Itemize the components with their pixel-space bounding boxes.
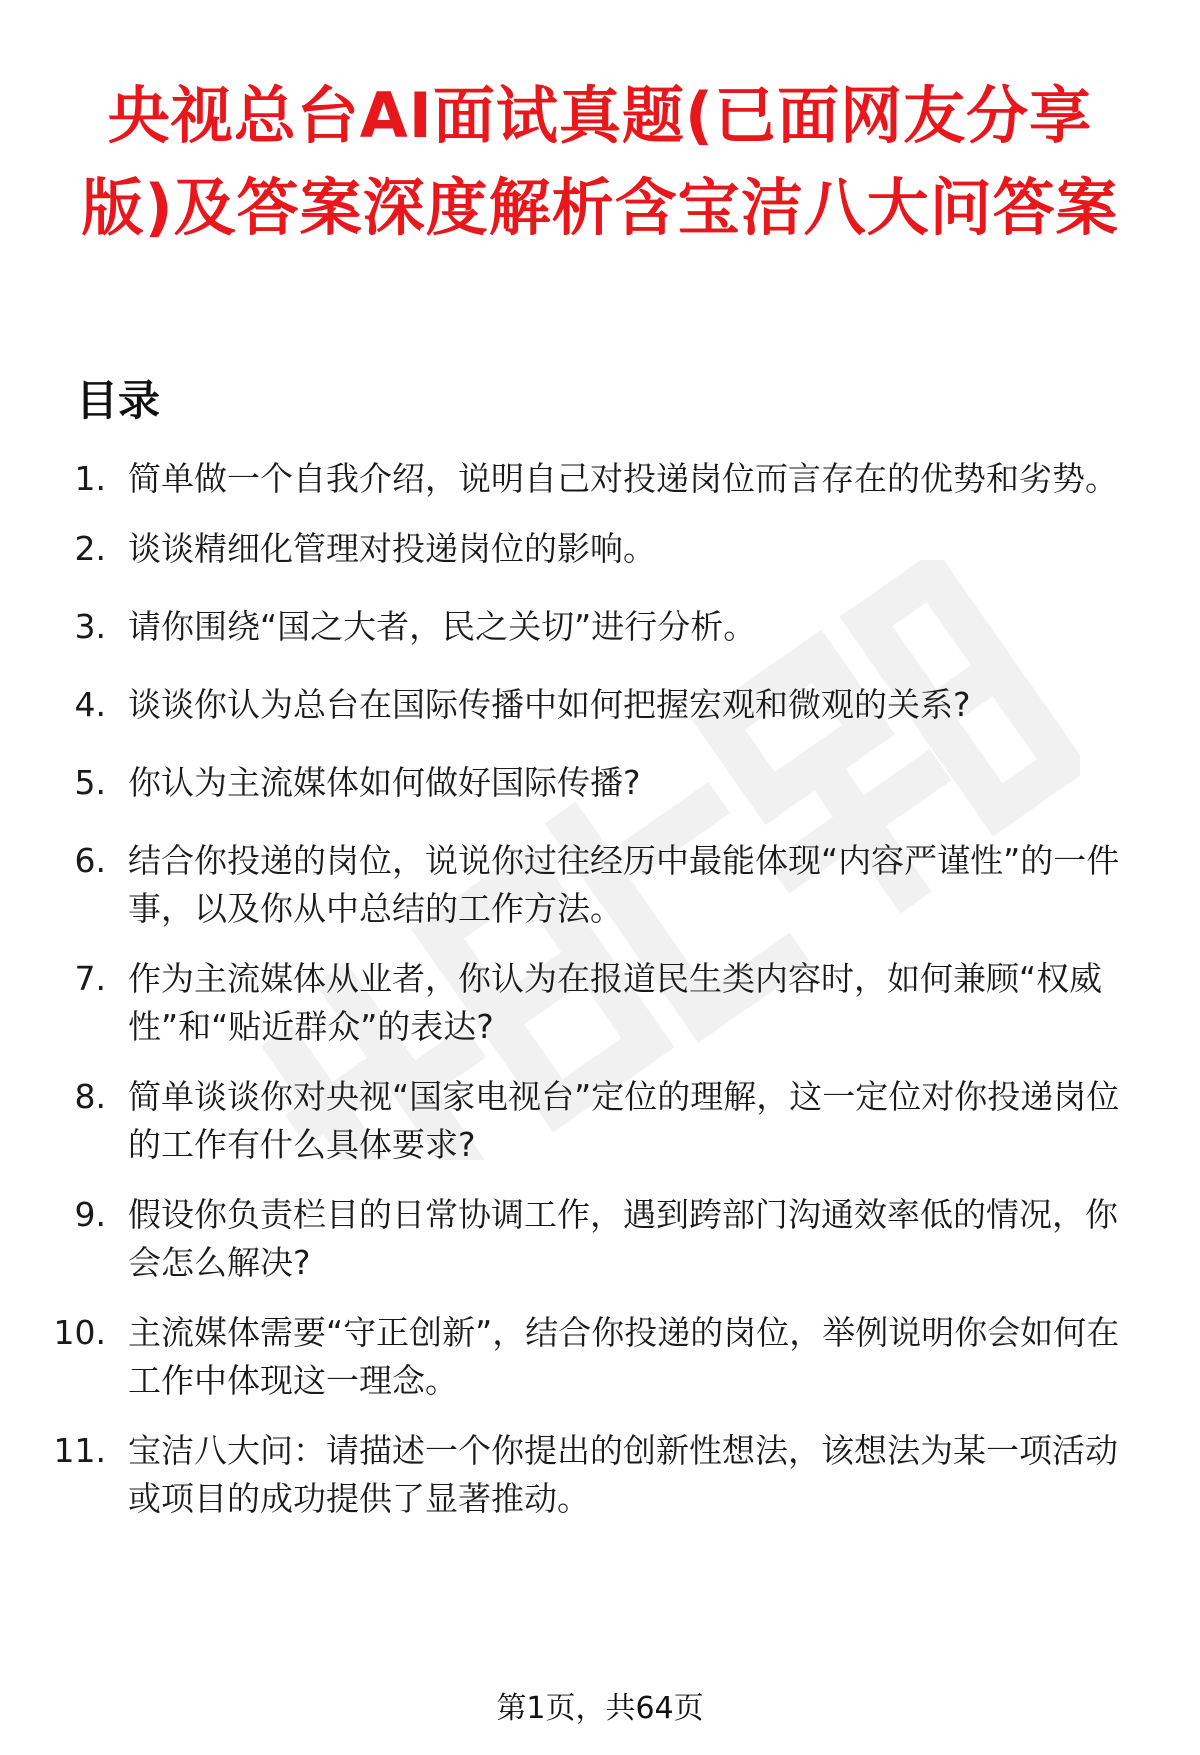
toc-item-text: 结合你投递的岗位，说说你过往经历中最能体现“内容严谨性”的一件事，以及你从中总结的工作方法。 bbox=[128, 841, 1120, 928]
toc-item-text: 作为主流媒体从业者，你认为在报道民生类内容时，如何兼顾“权威性”和“贴近群众”的表达? bbox=[128, 959, 1103, 1046]
toc-item-text: 你认为主流媒体如何做好国际传播? bbox=[128, 763, 641, 802]
toc-item[interactable] bbox=[0, 1191, 1200, 1287]
toc-item[interactable] bbox=[0, 681, 1200, 729]
toc-item-number: 7. bbox=[74, 959, 106, 998]
toc-item[interactable] bbox=[0, 603, 1200, 651]
document-title: 央视总台AI面试真题(已面网友分享版)及答案深度解析含宝洁八大问答案 bbox=[81, 79, 1119, 244]
toc-item-number: 6. bbox=[74, 841, 106, 880]
toc-heading: 目录 bbox=[76, 376, 161, 425]
toc-item[interactable] bbox=[0, 955, 1200, 1051]
toc-item[interactable] bbox=[0, 837, 1200, 933]
toc-item-text: 谈谈你认为总台在国际传播中如何把握宏观和微观的关系? bbox=[128, 685, 971, 724]
toc-item-number: 2. bbox=[74, 529, 106, 568]
toc-item[interactable] bbox=[0, 759, 1200, 807]
toc-item-number: 9. bbox=[74, 1195, 106, 1234]
toc-item-number: 8. bbox=[74, 1077, 106, 1116]
toc-item[interactable] bbox=[0, 455, 1200, 503]
toc-item-text: 宝洁八大问：请描述一个你提出的创新性想法，该想法为某一项活动或项目的成功提供了显著推动。 bbox=[128, 1431, 1118, 1518]
toc-item[interactable] bbox=[0, 1427, 1200, 1523]
toc-item[interactable] bbox=[0, 525, 1200, 573]
toc-item[interactable] bbox=[0, 1073, 1200, 1169]
toc-item-text: 简单做一个自我介绍，说明自己对投递岗位而言存在的优势和劣势。 bbox=[128, 459, 1118, 498]
toc-item-text: 主流媒体需要“守正创新”，结合你投递的岗位，举例说明你会如何在工作中体现这一理念。 bbox=[128, 1313, 1120, 1400]
toc-item-number: 10. bbox=[53, 1313, 106, 1352]
toc-item-number: 11. bbox=[53, 1431, 106, 1470]
table-of-contents bbox=[0, 455, 1200, 1523]
page-footer: 第1页，共64页 bbox=[496, 1691, 704, 1726]
toc-item-text: 简单谈谈你对央视“国家电视台”定位的理解，这一定位对你投递岗位的工作有什么具体要求? bbox=[128, 1077, 1120, 1164]
toc-item[interactable] bbox=[0, 1309, 1200, 1405]
toc-item-number: 5. bbox=[74, 763, 106, 802]
toc-item-text: 请你围绕“国之大者，民之关切”进行分析。 bbox=[128, 607, 757, 646]
toc-item-number: 1. bbox=[74, 459, 106, 498]
toc-item-number: 4. bbox=[74, 685, 106, 724]
toc-item-text: 谈谈精细化管理对投递岗位的影响。 bbox=[128, 529, 656, 568]
toc-item-number: 3. bbox=[74, 607, 106, 646]
toc-item-text: 假设你负责栏目的日常协调工作，遇到跨部门沟通效率低的情况，你会怎么解决? bbox=[128, 1195, 1118, 1282]
